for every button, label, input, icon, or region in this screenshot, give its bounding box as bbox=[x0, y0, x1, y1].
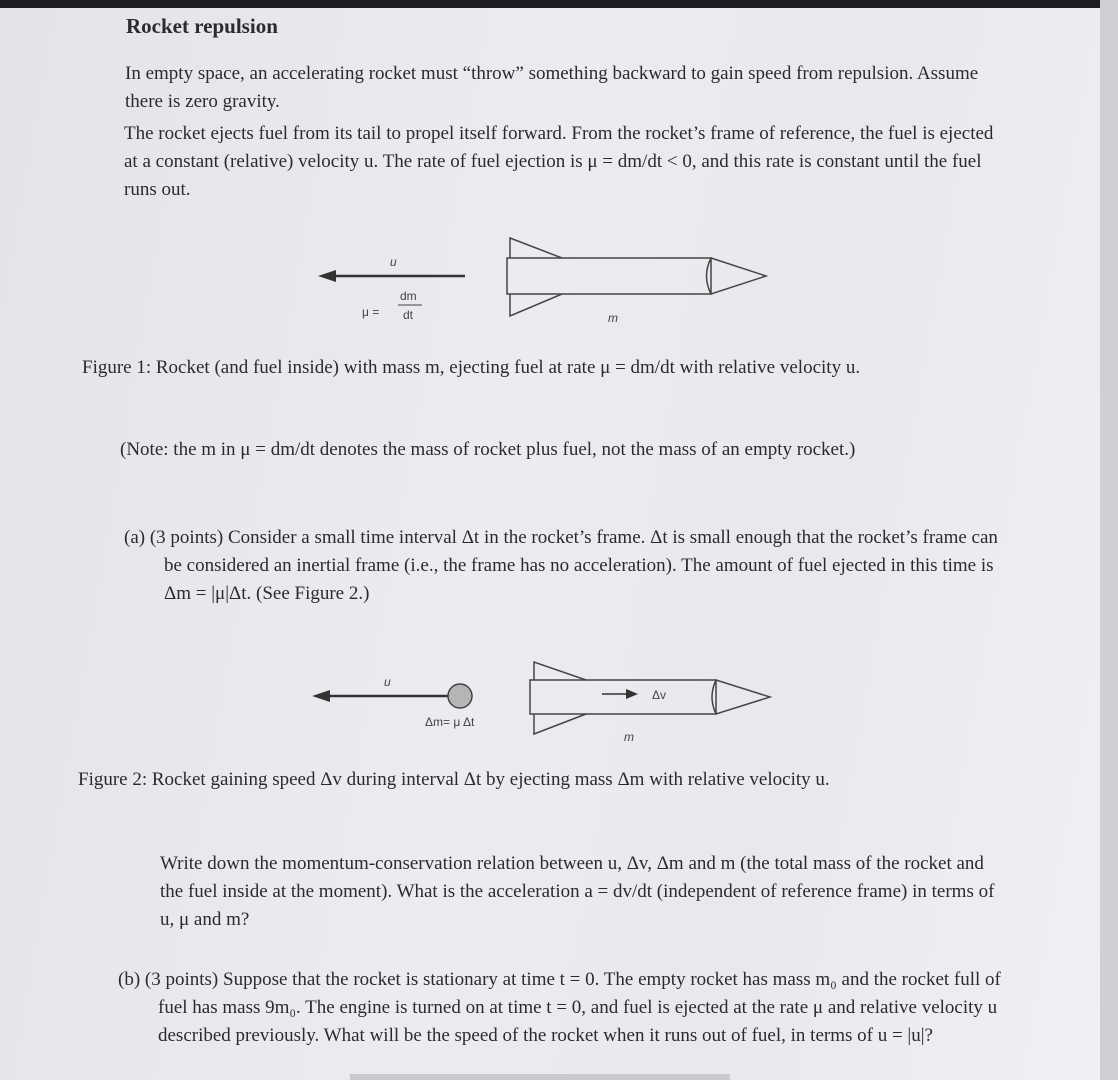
figure-1-dm-label: dm bbox=[400, 289, 417, 303]
rocket-bottom-fin bbox=[534, 714, 586, 734]
figure-1-mass-label: m bbox=[608, 311, 618, 325]
right-edge bbox=[1100, 0, 1118, 1080]
ejected-mass-ball bbox=[448, 684, 472, 708]
part-a-question: Write down the momentum-conservation relation between u, Δv, Δm and m (the total mass of the rocket and the fuel inside at the moment). What is the acceleration a = dv/dt (independent of reference frame) in terms of u, μ and m? bbox=[160, 853, 995, 930]
figure-2-diagram bbox=[300, 650, 780, 750]
part-b-paragraph: (b) (3 points) Suppose that the rocket is stationary at time t = 0. The empty rocket has mass m₀ and the rocket full of fuel has mass 9m₀. The engine is turned on at time t = 0, and fuel is ejected at the rate μ and relative velocity u described previously. What will be the speed of the rocket when it runs out of fuel, in terms of u = |u|? bbox=[118, 969, 1001, 1046]
note-paragraph: (Note: the m in μ = dm/dt denotes the mass of rocket plus fuel, not the mass of an empty rocket.) bbox=[120, 439, 856, 460]
figure-2-u-label: u bbox=[384, 675, 391, 689]
exhaust-arrowhead bbox=[312, 690, 330, 702]
figure-1-diagram bbox=[300, 228, 780, 328]
section-title: Rocket repulsion bbox=[126, 14, 278, 38]
rocket-nose bbox=[707, 258, 767, 294]
figure-2-caption: Figure 2: Rocket gaining speed Δv during interval Δt by ejecting mass Δm with relative velocity u. bbox=[78, 769, 830, 790]
part-a-paragraph: (a) (3 points) Consider a small time interval Δt in the rocket’s frame. Δt is small enough that the rocket’s frame can be considered an inertial frame (i.e., the frame has no acceleration). The amount of fuel ejected in this time is Δm = |μ|Δt. (See Figure 2.) bbox=[124, 527, 998, 604]
exhaust-arrowhead bbox=[318, 270, 336, 282]
rocket-nose bbox=[712, 680, 770, 714]
top-edge bbox=[0, 0, 1118, 8]
rocket-bottom-fin bbox=[510, 294, 562, 316]
figure-1-caption: Figure 1: Rocket (and fuel inside) with mass m, ejecting fuel at rate μ = dm/dt with relative velocity u. bbox=[82, 357, 861, 378]
figure-1-u-label: u bbox=[390, 255, 397, 269]
intro-paragraph-2: The rocket ejects fuel from its tail to propel itself forward. From the rocket’s frame of reference, the fuel is ejected at a constant (relative) velocity u. The rate of fuel ejection is μ = dm/dt < 0, and this rate is constant until the fuel runs out. bbox=[124, 123, 994, 200]
rocket-body bbox=[507, 258, 711, 294]
rocket-body bbox=[530, 680, 716, 714]
figure-2-mass-label: m bbox=[624, 730, 634, 744]
figure-1-dt-label: dt bbox=[403, 308, 414, 322]
figure-1-mu-label: μ = bbox=[362, 305, 380, 319]
rocket-top-fin bbox=[534, 662, 586, 680]
figure-2-dv-label: Δv bbox=[652, 688, 667, 702]
figure-2-dm-label: Δm= μ Δt bbox=[425, 715, 475, 729]
bottom-bar bbox=[350, 1074, 730, 1080]
intro-paragraph-1: In empty space, an accelerating rocket must “throw” something backward to gain speed from repulsion. Assume there is zero gravity. bbox=[125, 63, 979, 112]
rocket-top-fin bbox=[510, 238, 562, 258]
dv-arrowhead bbox=[626, 689, 638, 699]
